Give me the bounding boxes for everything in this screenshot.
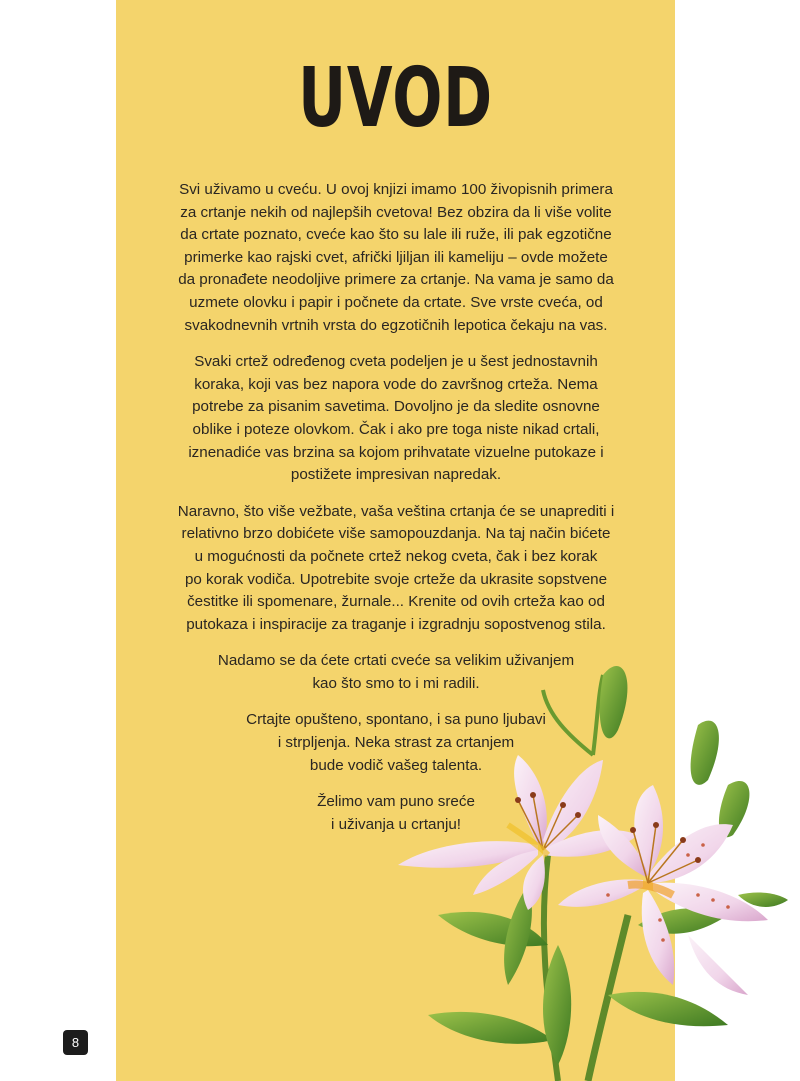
text-line: Svi uživamo u cveću. U ovoj knjizi imamo 100 živopisnih primera (179, 181, 613, 198)
text-line: koraka, koji vas bez napora vode do završnog crteža. Nema (194, 375, 598, 393)
text-line: da pronađete neodoljive primere za crtanje. Na vama je samo da (178, 271, 614, 289)
text-line: i strpljenja. Neka strast za crtanjem (277, 734, 515, 752)
text-line: potrebe za pisanim savetima. Dovoljno je da sledite osnovne (192, 398, 600, 416)
text-line: Nadamo se da ćete crtati cveće sa velikim uživanjem (217, 652, 575, 670)
text-line: primerke kao rajski cvet, afrički ljiljan ili kameliju – ovde možete (184, 248, 608, 266)
text-line: Želimo vam puno sreće (317, 793, 475, 811)
text-line: čestitke ili spomenare, žurnale... Krenite od ovih crteža kao od (187, 593, 605, 611)
intro-text (158, 179, 634, 850)
text-line: bude vodič vašeg talenta. (309, 756, 483, 774)
text-line: po korak vodiča. Upotrebite svoje crteže da ukrasite sopstvene (184, 570, 608, 588)
text-line: u mogućnosti da počnete crtež nekog cveta, čak i bez korak (194, 547, 598, 565)
text-line: uzmete olovku i papir i počnete da crtate. Sve vrste cveća, od (189, 293, 603, 311)
text-line: putokaza i inspiracije za traganje i izgradnju sopostvenog stila. (186, 615, 606, 633)
text-line: postižete impresivan napredak. (290, 466, 502, 484)
paragraph (158, 650, 634, 695)
text-line: Naravno, što više vežbate, vaša veština crtanja će se unaprediti i (177, 502, 615, 520)
text-line: iznenadiće vas brzina sa kojom prihvatate vizuelne putokaze i (188, 443, 604, 461)
text-line: da crtate poznato, cveće kao što su lale ili ruže, ili pak egzotične (180, 226, 612, 244)
paragraph (158, 791, 634, 836)
text-line: oblike i poteze olovkom. Čak i ako pre toga niste nikad crtali, (192, 420, 600, 438)
text-line: za crtanje nekih od najlepših cvetova! Bez obzira da li više volite (180, 203, 612, 221)
text-line: kao što smo to i mi radili. (312, 674, 480, 692)
text-line: Svaki crtež određenog cveta podeljen je u šest jednostavnih (194, 353, 598, 371)
page-title: UVOD (298, 51, 493, 146)
paragraph (158, 179, 634, 337)
page-number-badge: 8 (63, 1030, 88, 1055)
paragraph (158, 351, 634, 487)
text-line: svakodnevnih vrtnih vrsta do egzotičnih lepotica čekaju na vas. (184, 316, 608, 334)
text-line: relativno brzo dobićete više samopouzdanja. Na taj način bićete (181, 525, 611, 543)
text-line: Crtajte opušteno, spontano, i sa puno ljubavi (246, 711, 546, 729)
paragraph (158, 501, 634, 637)
paragraph (158, 709, 634, 777)
text-line: i uživanja u crtanju! (330, 815, 461, 833)
